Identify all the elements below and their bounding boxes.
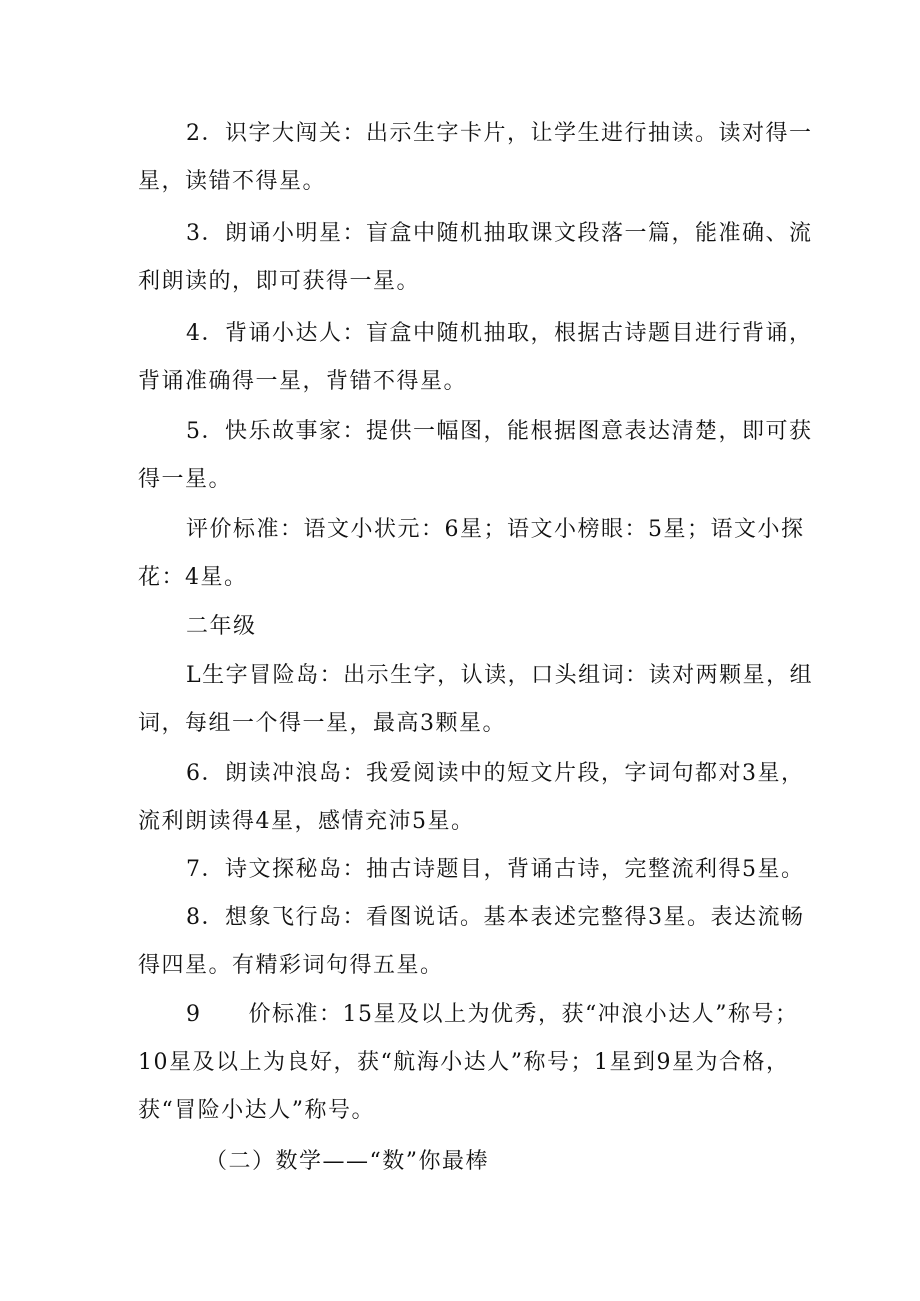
paragraph-line: 8．想象飞行岛：看图说话。基本表述完整得3星。表达流畅 xyxy=(186,905,805,930)
paragraph-line: 9 价标准：15星及以上为优秀，获“冲浪小达人”称号； xyxy=(186,1002,799,1027)
paragraph-line: 利朗读的，即可获得一星。 xyxy=(138,269,421,294)
paragraph-evaluation-grade1 xyxy=(138,506,805,602)
paragraph-line: L生字冒险岛：出示生字，认读，口头组词：读对两颗星，组 xyxy=(186,663,814,688)
paragraph-imagination-island xyxy=(138,894,805,990)
paragraph-line: 得一星。 xyxy=(138,467,233,492)
paragraph-character-island xyxy=(138,652,814,748)
paragraph-literacy-challenge xyxy=(138,110,813,206)
paragraph-line: 获“冒险小达人”称号。 xyxy=(138,1098,375,1123)
paragraph-line: 词，每组一个得一星，最高3颗星。 xyxy=(138,711,506,736)
paragraph-surf-island xyxy=(138,750,805,846)
section-heading-math: （二）数学——“数”你最棒 xyxy=(205,1149,489,1174)
paragraph-line: 4．背诵小达人：盲盒中随机抽取，根据古诗题目进行背诵， xyxy=(186,321,813,346)
paragraph-line: 得四星。有精彩词句得五星。 xyxy=(138,953,444,978)
paragraph-line: 评价标准：语文小状元：6星；语文小榜眼：5星；语文小探 xyxy=(186,517,805,542)
paragraph-line: 7．诗文探秘岛：抽古诗题目，背诵古诗，完整流利得5星。 xyxy=(186,857,805,882)
paragraph-recitation-star xyxy=(138,210,813,306)
paragraph-line: 2．识字大闯关：出示生字卡片，让学生进行抽读。读对得一 xyxy=(186,121,813,146)
paragraph-line: 二年级 xyxy=(186,614,257,639)
paragraph-line: 星，读错不得星。 xyxy=(138,169,327,194)
paragraph-grade-two xyxy=(138,603,788,651)
paragraph-line: 5．快乐故事家：提供一幅图，能根据图意表达清楚，即可获 xyxy=(186,419,813,444)
paragraph-storyteller xyxy=(138,408,813,504)
paragraph-line: 10星及以上为良好，获“航海小达人”称号；1星到9星为合格， xyxy=(138,1050,790,1075)
paragraph-evaluation-grade2 xyxy=(138,991,799,1135)
paragraph-line: 6．朗读冲浪岛：我爱阅读中的短文片段，字词句都对3星， xyxy=(186,761,805,786)
paragraph-line: 背诵准确得一星，背错不得星。 xyxy=(138,369,468,394)
paragraph-line: 流利朗读得4星，感情充沛5星。 xyxy=(138,809,475,834)
paragraph-line: 花：4星。 xyxy=(138,565,248,590)
paragraph-memorization-expert xyxy=(138,310,813,406)
paragraph-poetry-island xyxy=(138,846,805,894)
paragraph-line: 3．朗诵小明星：盲盒中随机抽取课文段落一篇，能准确、流 xyxy=(186,221,813,246)
